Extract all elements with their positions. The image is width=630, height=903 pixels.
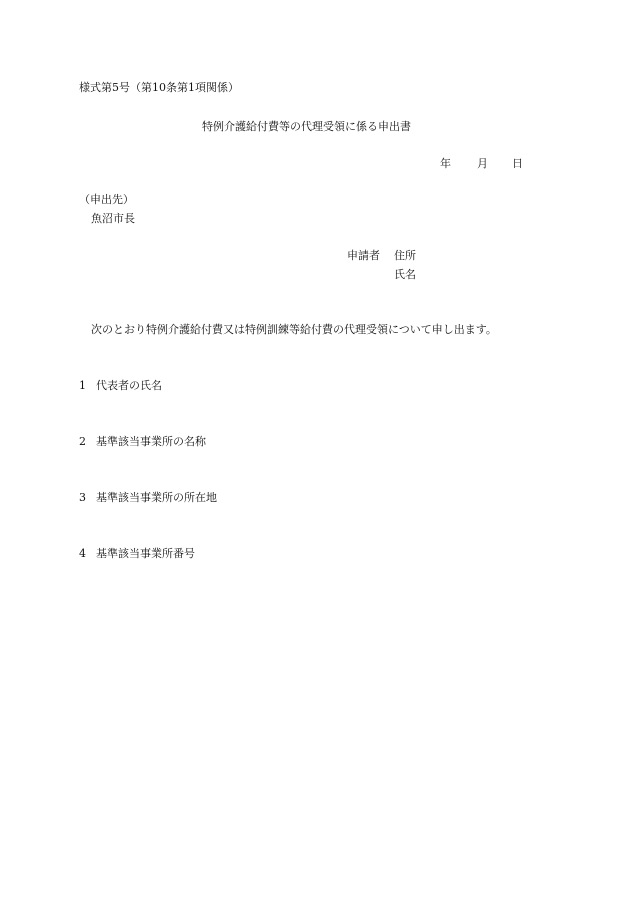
applicant-label: 申請者 — [347, 249, 380, 262]
item-label: 基準該当事業所の所在地 — [96, 491, 217, 504]
item-number: 4 — [79, 547, 86, 560]
list-item — [79, 435, 206, 449]
addressee-name: 魚沼市長 — [91, 212, 135, 225]
item-label: 代表者の氏名 — [96, 379, 162, 392]
item-label: 基準該当事業所番号 — [96, 547, 195, 560]
applicant-name-label: 氏名 — [394, 268, 416, 281]
list-item — [79, 547, 195, 561]
list-item — [79, 379, 162, 393]
form-number: 様式第5号（第10条第1項関係） — [79, 81, 239, 94]
document-title: 特例介護給付費等の代理受領に係る申出書 — [202, 120, 411, 133]
date-day-label: 日 — [512, 157, 523, 170]
item-number: 2 — [79, 435, 86, 448]
addressee-label: （申出先） — [79, 193, 134, 206]
applicant-address-label: 住所 — [394, 249, 416, 262]
item-label: 基準該当事業所の名称 — [96, 435, 206, 448]
item-number: 3 — [79, 491, 86, 504]
item-number: 1 — [79, 379, 86, 392]
date-month-label: 月 — [477, 157, 488, 170]
date-year-label: 年 — [440, 157, 451, 170]
statement-text: 次のとおり特例介護給付費又は特例訓練等給付費の代理受領について申し出ます。 — [91, 323, 497, 336]
list-item — [79, 491, 217, 505]
